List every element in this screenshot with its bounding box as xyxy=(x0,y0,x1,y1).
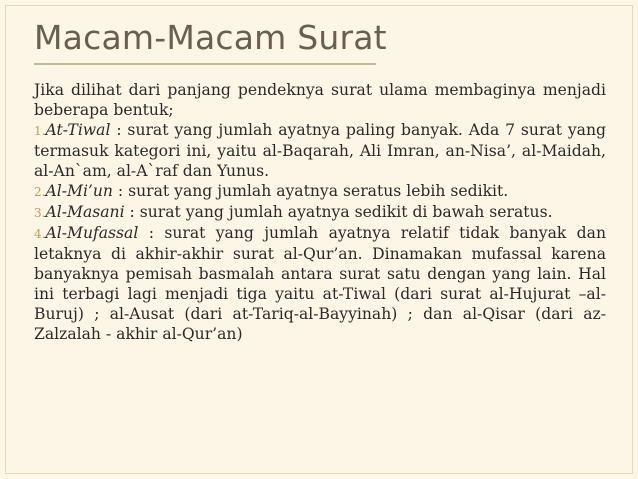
item-term: Al-Mufassal xyxy=(45,224,139,242)
item-description: : surat yang jumlah ayatnya seratus lebih sedikit. xyxy=(112,182,509,200)
item-number: 4. xyxy=(34,227,46,241)
item-term: Al-Masani xyxy=(45,203,125,221)
item-number: 3. xyxy=(34,206,46,220)
item-term: At-Tiwal xyxy=(45,121,111,139)
item-description: : surat yang jumlah ayatnya sedikit di bawah seratus. xyxy=(124,203,553,221)
item-number: 2. xyxy=(34,185,46,199)
item-description: : surat yang jumlah ayatnya paling banyak. Ada 7 surat yang termasuk kategori ini, yaitu al-Baqarah, Ali Imran, an-Nisa’, al-Maidah, al-An`am, al-A`raf dan Yunus. xyxy=(34,121,606,180)
item-description: : surat yang jumlah ayatnya relatif tidak banyak dan letaknya di akhir-akhir surat al-Qur’an. Dinamakan mufassal karena banyaknya pemisah basmalah antara surat satu dengan yang lain. Hal ini terbagi lagi menjadi tiga yaitu at-Tiwal (dari surat al-Hujurat –al-Buruj) ; al-Ausat (dari at-Tariq-al-Bayyinah) ; dan al-Qisar (dari az-Zalzalah - akhir al-Qur’an) xyxy=(34,224,606,343)
list-item-at-tiwal xyxy=(34,120,606,181)
list-item-al-miun xyxy=(34,181,606,202)
list-item-al-masani xyxy=(34,202,606,223)
slide-title: Macam-Macam Surat xyxy=(34,18,387,57)
slide-body xyxy=(34,80,606,344)
intro-paragraph: Jika dilihat dari panjang pendeknya surat ulama membaginya menjadi beberapa bentuk; xyxy=(34,81,606,119)
item-number: 1. xyxy=(34,124,46,138)
list-item-al-mufassal xyxy=(34,223,606,344)
title-underline xyxy=(34,63,376,65)
item-term: Al-Mi’un xyxy=(45,182,113,200)
